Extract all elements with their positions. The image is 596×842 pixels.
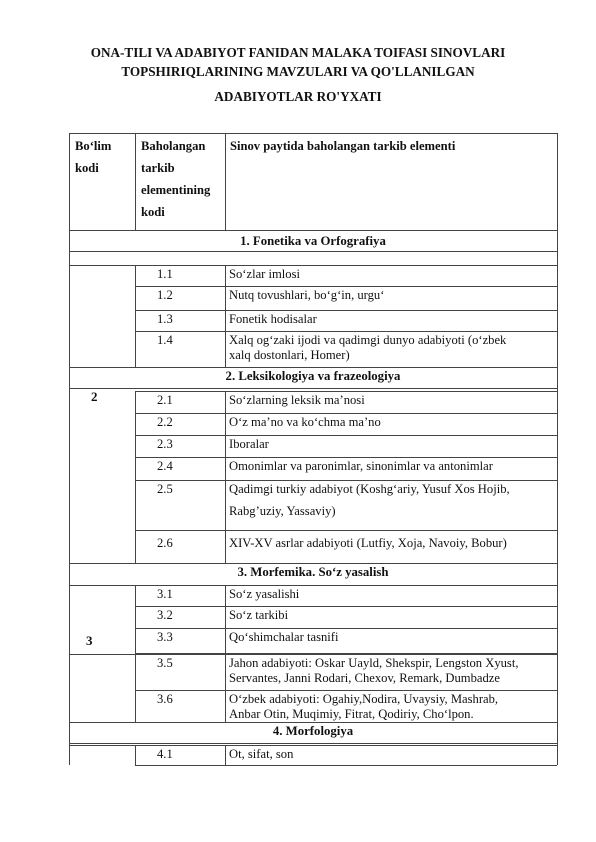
section-code: 3 bbox=[86, 633, 93, 648]
column-border bbox=[135, 745, 136, 765]
column-border bbox=[135, 585, 136, 606]
column-border bbox=[225, 265, 226, 286]
row-border bbox=[135, 530, 557, 531]
header-section-code: Bo‘lim kodi bbox=[75, 139, 112, 175]
element-code: 2.3 bbox=[157, 437, 173, 451]
element-code: 4.1 bbox=[157, 747, 173, 761]
column-border bbox=[135, 654, 136, 690]
element-description: Servantes, Janni Rodari, Chexov, Remark, Dumbadze bbox=[229, 671, 500, 685]
section-title: 3. Morfemika. So‘z yasalish bbox=[237, 565, 389, 579]
table-border-right bbox=[557, 133, 558, 765]
header-divider-1 bbox=[135, 133, 136, 230]
row-border bbox=[69, 743, 557, 744]
row-border bbox=[135, 745, 557, 746]
row-border bbox=[135, 606, 557, 607]
section-code: 2 bbox=[91, 389, 98, 404]
row-border bbox=[135, 480, 557, 481]
column-border bbox=[135, 606, 136, 628]
element-description: Omonimlar va paronimlar, sinonimlar va antonimlar bbox=[229, 459, 493, 473]
element-code: 3.6 bbox=[157, 692, 173, 706]
section-title: 4. Morfologiya bbox=[272, 724, 354, 738]
column-border bbox=[135, 331, 136, 367]
column-border bbox=[225, 310, 226, 331]
element-description: Ot, sifat, son bbox=[229, 747, 294, 761]
column-border bbox=[135, 286, 136, 310]
element-code: 3.5 bbox=[157, 656, 173, 670]
element-description: So‘zlar imlosi bbox=[229, 267, 301, 281]
row-border bbox=[135, 310, 557, 311]
element-code: 1.2 bbox=[157, 288, 173, 302]
row-border bbox=[69, 722, 557, 723]
row-border bbox=[135, 457, 557, 458]
row-border bbox=[135, 628, 557, 629]
row-border bbox=[135, 435, 557, 436]
column-border bbox=[135, 265, 136, 286]
header-element-code: Baholangan tarkib elementining kodi bbox=[141, 139, 211, 219]
row-border bbox=[69, 563, 557, 564]
column-border bbox=[135, 480, 136, 530]
row-border bbox=[135, 413, 557, 414]
column-border bbox=[225, 606, 226, 628]
element-description: Qo‘shimchalar tasnifi bbox=[229, 630, 339, 644]
row-border bbox=[135, 765, 557, 766]
title-line-2: TOPSHIRIQLARINING MAVZULARI VA QO'LLANILGAN bbox=[121, 64, 475, 79]
element-code: 2.4 bbox=[157, 459, 173, 473]
element-code: 2.1 bbox=[157, 393, 173, 407]
element-description: Jahon adabiyoti: Oskar Uayld, Shekspir, Lengston Xyust, bbox=[229, 656, 519, 670]
row-border bbox=[135, 265, 557, 266]
element-code: 2.6 bbox=[157, 536, 173, 550]
table-border-left bbox=[69, 133, 70, 765]
section-title: 1. Fonetika va Orfografiya bbox=[240, 234, 386, 248]
element-code: 3.2 bbox=[157, 608, 173, 622]
header-border-bottom bbox=[69, 230, 557, 231]
column-border bbox=[225, 628, 226, 653]
element-description: Fonetik hodisalar bbox=[229, 312, 317, 326]
element-description: Xalq og‘zaki ijodi va qadimgi dunyo adabiyoti (o‘zbek bbox=[229, 333, 507, 347]
row-border bbox=[135, 286, 557, 287]
row-border bbox=[135, 690, 557, 691]
element-code: 1.1 bbox=[157, 267, 173, 281]
column-border bbox=[135, 413, 136, 435]
column-border bbox=[225, 690, 226, 722]
column-border bbox=[135, 457, 136, 480]
row-border bbox=[69, 745, 135, 746]
element-description: XIV-XV asrlar adabiyoti (Lutfiy, Xoja, Navoiy, Bobur) bbox=[229, 536, 507, 550]
row-border bbox=[135, 331, 557, 332]
element-description: So‘z tarkibi bbox=[229, 608, 289, 622]
column-border bbox=[225, 745, 226, 765]
column-border bbox=[135, 690, 136, 722]
column-border bbox=[225, 286, 226, 310]
column-border bbox=[135, 435, 136, 457]
column-border bbox=[135, 391, 136, 413]
column-border bbox=[225, 457, 226, 480]
element-code: 2.5 bbox=[157, 482, 173, 496]
row-border bbox=[135, 391, 557, 392]
column-border bbox=[135, 628, 136, 653]
row-border bbox=[69, 654, 135, 655]
row-border bbox=[69, 367, 557, 368]
row-border bbox=[69, 251, 557, 252]
element-code: 1.4 bbox=[157, 333, 173, 347]
element-description: Iboralar bbox=[229, 437, 269, 451]
header-divider-2 bbox=[225, 133, 226, 230]
row-border bbox=[69, 265, 135, 266]
column-border bbox=[135, 530, 136, 563]
element-description: Anbar Otin, Muqimiy, Fitrat, Qodiriy, Cho‘lpon. bbox=[229, 707, 474, 721]
column-border bbox=[135, 310, 136, 331]
row-border bbox=[69, 585, 557, 586]
element-description: So‘zlarning leksik ma’nosi bbox=[229, 393, 365, 407]
column-border bbox=[225, 391, 226, 413]
column-border bbox=[225, 331, 226, 367]
column-border bbox=[225, 413, 226, 435]
document-title bbox=[0, 43, 596, 106]
element-code: 2.2 bbox=[157, 415, 173, 429]
section-title: 2. Leksikologiya va frazeologiya bbox=[225, 369, 401, 383]
element-description: Rabg’uziy, Yassaviy) bbox=[229, 504, 336, 518]
row-border bbox=[69, 388, 557, 389]
column-border bbox=[225, 435, 226, 457]
element-description: O‘z ma’no va ko‘chma ma’no bbox=[229, 415, 381, 429]
column-border bbox=[225, 585, 226, 606]
element-description: xalq dostonlari, Homer) bbox=[229, 348, 350, 362]
element-description: O‘zbek adabiyoti: Ogahiy,Nodira, Uvaysiy, Mashrab, bbox=[229, 692, 499, 706]
title-line-3: ADABIYOTLAR RO'YXATI bbox=[214, 89, 382, 104]
element-description: So‘z yasalishi bbox=[229, 587, 300, 601]
element-description: Nutq tovushlari, bo‘g‘in, urgu‘ bbox=[229, 288, 385, 302]
row-border bbox=[135, 654, 557, 655]
column-border bbox=[225, 480, 226, 530]
title-line-1: ONA-TILI VA ADABIYOT FANIDAN MALAKA TOIFASI SINOVLARI bbox=[90, 45, 506, 60]
column-border bbox=[225, 654, 226, 690]
column-border bbox=[225, 530, 226, 563]
element-description: Qadimgi turkiy adabiyot (Koshg‘ariy, Yusuf Xos Hojib, bbox=[229, 482, 510, 496]
element-code: 3.1 bbox=[157, 587, 173, 601]
element-code: 1.3 bbox=[157, 312, 173, 326]
table-border-top bbox=[69, 133, 557, 134]
element-code: 3.3 bbox=[157, 630, 173, 644]
header-element-description: Sinov paytida baholangan tarkib elementi bbox=[230, 139, 456, 153]
